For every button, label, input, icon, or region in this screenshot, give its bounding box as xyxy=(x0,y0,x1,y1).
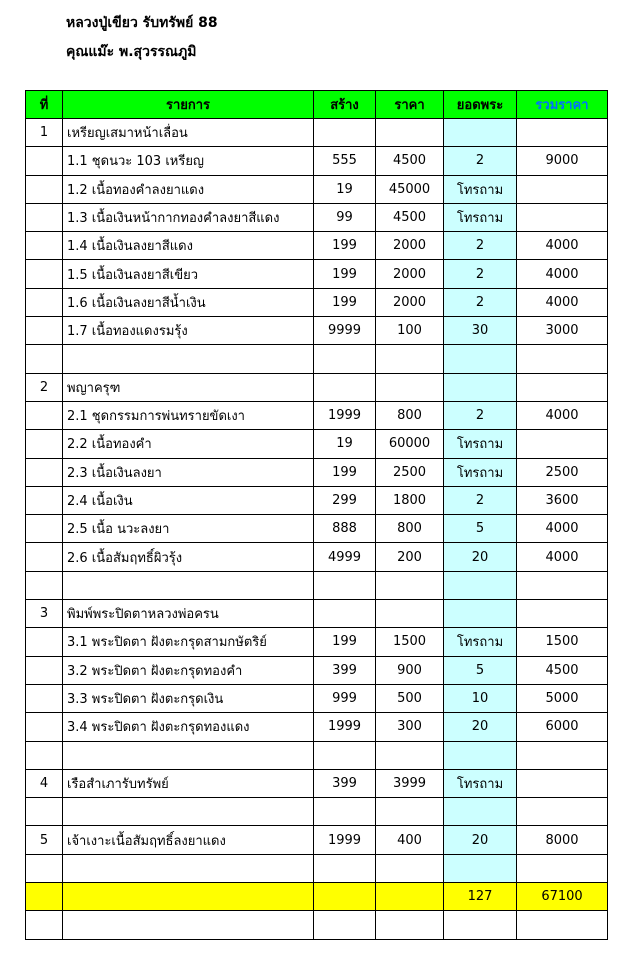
price-cell: 4500 xyxy=(376,147,444,175)
item-name-cell: เจ้าเงาะเนื้อสัมฤทธิ์ลงยาแดง xyxy=(63,826,314,854)
made-count-cell: 199 xyxy=(314,628,376,656)
row-total-cell xyxy=(517,600,608,628)
table-row xyxy=(26,232,608,260)
row-total-cell xyxy=(517,203,608,231)
table-row xyxy=(26,458,608,486)
table-row xyxy=(26,430,608,458)
order-count-cell: โทรถาม xyxy=(444,458,517,486)
empty-cell xyxy=(63,911,314,939)
price-cell xyxy=(376,854,444,882)
order-count-cell: โทรถาม xyxy=(444,175,517,203)
summary-order-total: 127 xyxy=(444,883,517,911)
row-total-cell: 4000 xyxy=(517,288,608,316)
row-total-cell xyxy=(517,798,608,826)
item-name-cell: 2.5 เนื้อ นวะลงยา xyxy=(63,515,314,543)
item-name-cell: 1.7 เนื้อทองแดงรมรุ้ง xyxy=(63,317,314,345)
made-count-cell: 19 xyxy=(314,175,376,203)
row-total-cell xyxy=(517,345,608,373)
table-row xyxy=(26,401,608,429)
item-name-cell: พญาครุฑ xyxy=(63,373,314,401)
row-number-cell xyxy=(26,260,63,288)
made-count-cell: 99 xyxy=(314,203,376,231)
order-count-cell: 2 xyxy=(444,147,517,175)
item-name-cell: 1.3 เนื้อเงินหน้ากากทองคำลงยาสีแดง xyxy=(63,203,314,231)
item-name-cell: เหรียญเสมาหน้าเลื่อน xyxy=(63,119,314,147)
table-row xyxy=(26,826,608,854)
row-total-cell xyxy=(517,430,608,458)
table-row xyxy=(26,741,608,769)
row-number-cell: 2 xyxy=(26,373,63,401)
table-row xyxy=(26,119,608,147)
price-cell xyxy=(376,600,444,628)
price-table xyxy=(25,90,608,940)
col-header-made: สร้าง xyxy=(314,91,376,119)
col-header-item: รายการ xyxy=(63,91,314,119)
price-cell: 2000 xyxy=(376,260,444,288)
made-count-cell: 4999 xyxy=(314,543,376,571)
row-number-cell: 5 xyxy=(26,826,63,854)
order-count-cell xyxy=(444,798,517,826)
made-count-cell xyxy=(314,854,376,882)
item-name-cell: 3.1 พระปิดตา ฝังตะกรุดสามกษัตริย์ xyxy=(63,628,314,656)
order-count-cell: 5 xyxy=(444,656,517,684)
price-cell: 3999 xyxy=(376,769,444,797)
item-name-cell: พิมพ์พระปิดตาหลวงพ่อครน xyxy=(63,600,314,628)
made-count-cell xyxy=(314,798,376,826)
table-row xyxy=(26,684,608,712)
row-total-cell: 1500 xyxy=(517,628,608,656)
order-count-cell xyxy=(444,373,517,401)
order-count-cell: 2 xyxy=(444,486,517,514)
made-count-cell: 199 xyxy=(314,260,376,288)
row-number-cell: 3 xyxy=(26,600,63,628)
order-count-cell: โทรถาม xyxy=(444,628,517,656)
col-header-no: ที่ xyxy=(26,91,63,119)
order-count-cell: 2 xyxy=(444,232,517,260)
item-name-cell: 1.2 เนื้อทองคำลงยาแดง xyxy=(63,175,314,203)
table-row xyxy=(26,543,608,571)
price-cell xyxy=(376,741,444,769)
item-name-cell: 3.2 พระปิดตา ฝังตะกรุดทองคำ xyxy=(63,656,314,684)
made-count-cell: 299 xyxy=(314,486,376,514)
item-name-cell xyxy=(63,571,314,599)
empty-cell xyxy=(376,911,444,939)
summary-item-cell xyxy=(63,883,314,911)
row-number-cell xyxy=(26,798,63,826)
row-total-cell: 4000 xyxy=(517,515,608,543)
row-number-cell xyxy=(26,571,63,599)
order-count-cell: 20 xyxy=(444,543,517,571)
row-number-cell: 1 xyxy=(26,119,63,147)
table-row xyxy=(26,571,608,599)
table-row xyxy=(26,600,608,628)
empty-cell xyxy=(26,911,63,939)
row-number-cell xyxy=(26,684,63,712)
price-cell xyxy=(376,571,444,599)
order-count-cell xyxy=(444,741,517,769)
table-row xyxy=(26,486,608,514)
made-count-cell: 399 xyxy=(314,656,376,684)
table-row xyxy=(26,345,608,373)
row-total-cell xyxy=(517,175,608,203)
price-cell: 45000 xyxy=(376,175,444,203)
made-count-cell xyxy=(314,345,376,373)
table-row xyxy=(26,288,608,316)
price-cell: 60000 xyxy=(376,430,444,458)
row-total-cell: 5000 xyxy=(517,684,608,712)
row-total-cell: 2500 xyxy=(517,458,608,486)
item-name-cell: 1.1 ชุดนวะ 103 เหรียญ xyxy=(63,147,314,175)
row-total-cell: 4000 xyxy=(517,232,608,260)
order-count-cell: 20 xyxy=(444,713,517,741)
price-cell: 1800 xyxy=(376,486,444,514)
col-header-order: ยอดพระ xyxy=(444,91,517,119)
row-total-cell: 4500 xyxy=(517,656,608,684)
empty-cell xyxy=(314,911,376,939)
summary-price-cell xyxy=(376,883,444,911)
made-count-cell: 555 xyxy=(314,147,376,175)
made-count-cell: 888 xyxy=(314,515,376,543)
empty-cell xyxy=(444,911,517,939)
item-name-cell: 1.4 เนื้อเงินลงยาสีแดง xyxy=(63,232,314,260)
price-cell: 400 xyxy=(376,826,444,854)
table-row xyxy=(26,656,608,684)
item-name-cell: เรือสำเภารับทรัพย์ xyxy=(63,769,314,797)
item-name-cell: 1.5 เนื้อเงินลงยาสีเขียว xyxy=(63,260,314,288)
order-count-cell: 30 xyxy=(444,317,517,345)
table-row xyxy=(26,515,608,543)
row-total-cell: 8000 xyxy=(517,826,608,854)
row-number-cell xyxy=(26,317,63,345)
row-number-cell xyxy=(26,401,63,429)
made-count-cell xyxy=(314,571,376,599)
table-row xyxy=(26,260,608,288)
row-number-cell xyxy=(26,175,63,203)
row-number-cell xyxy=(26,741,63,769)
summary-made-cell xyxy=(314,883,376,911)
row-total-cell: 3000 xyxy=(517,317,608,345)
row-total-cell: 3600 xyxy=(517,486,608,514)
row-number-cell xyxy=(26,543,63,571)
order-count-cell: 5 xyxy=(444,515,517,543)
item-name-cell: 2.4 เนื้อเงิน xyxy=(63,486,314,514)
price-cell: 500 xyxy=(376,684,444,712)
made-count-cell xyxy=(314,741,376,769)
price-cell: 2000 xyxy=(376,288,444,316)
table-row xyxy=(26,373,608,401)
col-header-total: รวมราคา xyxy=(517,91,608,119)
row-number-cell xyxy=(26,713,63,741)
made-count-cell: 1999 xyxy=(314,401,376,429)
made-count-cell: 399 xyxy=(314,769,376,797)
row-total-cell: 6000 xyxy=(517,713,608,741)
order-count-cell: 10 xyxy=(444,684,517,712)
row-number-cell xyxy=(26,345,63,373)
price-cell: 4500 xyxy=(376,203,444,231)
row-number-cell xyxy=(26,628,63,656)
table-row xyxy=(26,175,608,203)
price-cell: 1500 xyxy=(376,628,444,656)
item-name-cell xyxy=(63,741,314,769)
row-number-cell xyxy=(26,203,63,231)
table-row xyxy=(26,769,608,797)
price-cell: 100 xyxy=(376,317,444,345)
made-count-cell xyxy=(314,373,376,401)
item-name-cell xyxy=(63,854,314,882)
order-count-cell: 2 xyxy=(444,401,517,429)
price-cell: 300 xyxy=(376,713,444,741)
item-name-cell: 2.3 เนื้อเงินลงยา xyxy=(63,458,314,486)
row-number-cell: 4 xyxy=(26,769,63,797)
order-count-cell: 2 xyxy=(444,288,517,316)
row-number-cell xyxy=(26,458,63,486)
item-name-cell: 3.3 พระปิดตา ฝังตะกรุดเงิน xyxy=(63,684,314,712)
order-count-cell: 20 xyxy=(444,826,517,854)
row-total-cell: 9000 xyxy=(517,147,608,175)
table-row xyxy=(26,854,608,882)
item-name-cell: 2.2 เนื้อทองคำ xyxy=(63,430,314,458)
order-count-cell: โทรถาม xyxy=(444,769,517,797)
made-count-cell: 9999 xyxy=(314,317,376,345)
row-total-cell: 4000 xyxy=(517,260,608,288)
order-count-cell xyxy=(444,571,517,599)
row-total-cell xyxy=(517,769,608,797)
row-number-cell xyxy=(26,854,63,882)
price-cell: 2500 xyxy=(376,458,444,486)
table-row xyxy=(26,628,608,656)
price-cell xyxy=(376,798,444,826)
item-name-cell: 2.1 ชุดกรรมการพ่นทรายขัดเงา xyxy=(63,401,314,429)
table-row xyxy=(26,147,608,175)
row-number-cell xyxy=(26,232,63,260)
made-count-cell: 999 xyxy=(314,684,376,712)
price-cell: 800 xyxy=(376,401,444,429)
order-count-cell xyxy=(444,345,517,373)
item-name-cell xyxy=(63,798,314,826)
item-name-cell xyxy=(63,345,314,373)
document-title: หลวงปู่เขียว รับทรัพย์ 88 xyxy=(66,15,218,31)
price-cell xyxy=(376,119,444,147)
row-number-cell xyxy=(26,656,63,684)
made-count-cell: 199 xyxy=(314,232,376,260)
table-row xyxy=(26,317,608,345)
order-count-cell: โทรถาม xyxy=(444,203,517,231)
row-total-cell xyxy=(517,854,608,882)
order-count-cell: โทรถาม xyxy=(444,430,517,458)
table-row xyxy=(26,203,608,231)
row-number-cell xyxy=(26,430,63,458)
order-count-cell xyxy=(444,119,517,147)
table-row xyxy=(26,713,608,741)
order-count-cell xyxy=(444,854,517,882)
price-cell xyxy=(376,373,444,401)
made-count-cell: 199 xyxy=(314,288,376,316)
made-count-cell: 19 xyxy=(314,430,376,458)
row-total-cell: 4000 xyxy=(517,543,608,571)
made-count-cell: 1999 xyxy=(314,826,376,854)
made-count-cell: 199 xyxy=(314,458,376,486)
order-count-cell: 2 xyxy=(444,260,517,288)
price-cell: 2000 xyxy=(376,232,444,260)
document-subtitle: คุณแม๊ะ พ.สุวรรณภูมิ xyxy=(66,44,197,60)
made-count-cell xyxy=(314,600,376,628)
row-number-cell xyxy=(26,147,63,175)
row-total-cell xyxy=(517,741,608,769)
item-name-cell: 1.6 เนื้อเงินลงยาสีน้ำเงิน xyxy=(63,288,314,316)
row-number-cell xyxy=(26,486,63,514)
row-number-cell xyxy=(26,515,63,543)
made-count-cell xyxy=(314,119,376,147)
summary-row xyxy=(26,883,608,911)
row-number-cell xyxy=(26,288,63,316)
price-cell: 200 xyxy=(376,543,444,571)
row-total-cell xyxy=(517,119,608,147)
item-name-cell: 2.6 เนื้อสัมฤทธิ์ผิวรุ้ง xyxy=(63,543,314,571)
price-cell: 900 xyxy=(376,656,444,684)
summary-grand-total: 67100 xyxy=(517,883,608,911)
price-cell xyxy=(376,345,444,373)
order-count-cell xyxy=(444,600,517,628)
empty-cell xyxy=(517,911,608,939)
table-header-row xyxy=(26,91,608,119)
table-row xyxy=(26,798,608,826)
price-cell: 800 xyxy=(376,515,444,543)
row-total-cell xyxy=(517,571,608,599)
summary-no-cell xyxy=(26,883,63,911)
item-name-cell: 3.4 พระปิดตา ฝังตะกรุดทองแดง xyxy=(63,713,314,741)
row-total-cell xyxy=(517,373,608,401)
table-row xyxy=(26,911,608,939)
col-header-price: ราคา xyxy=(376,91,444,119)
row-total-cell: 4000 xyxy=(517,401,608,429)
made-count-cell: 1999 xyxy=(314,713,376,741)
